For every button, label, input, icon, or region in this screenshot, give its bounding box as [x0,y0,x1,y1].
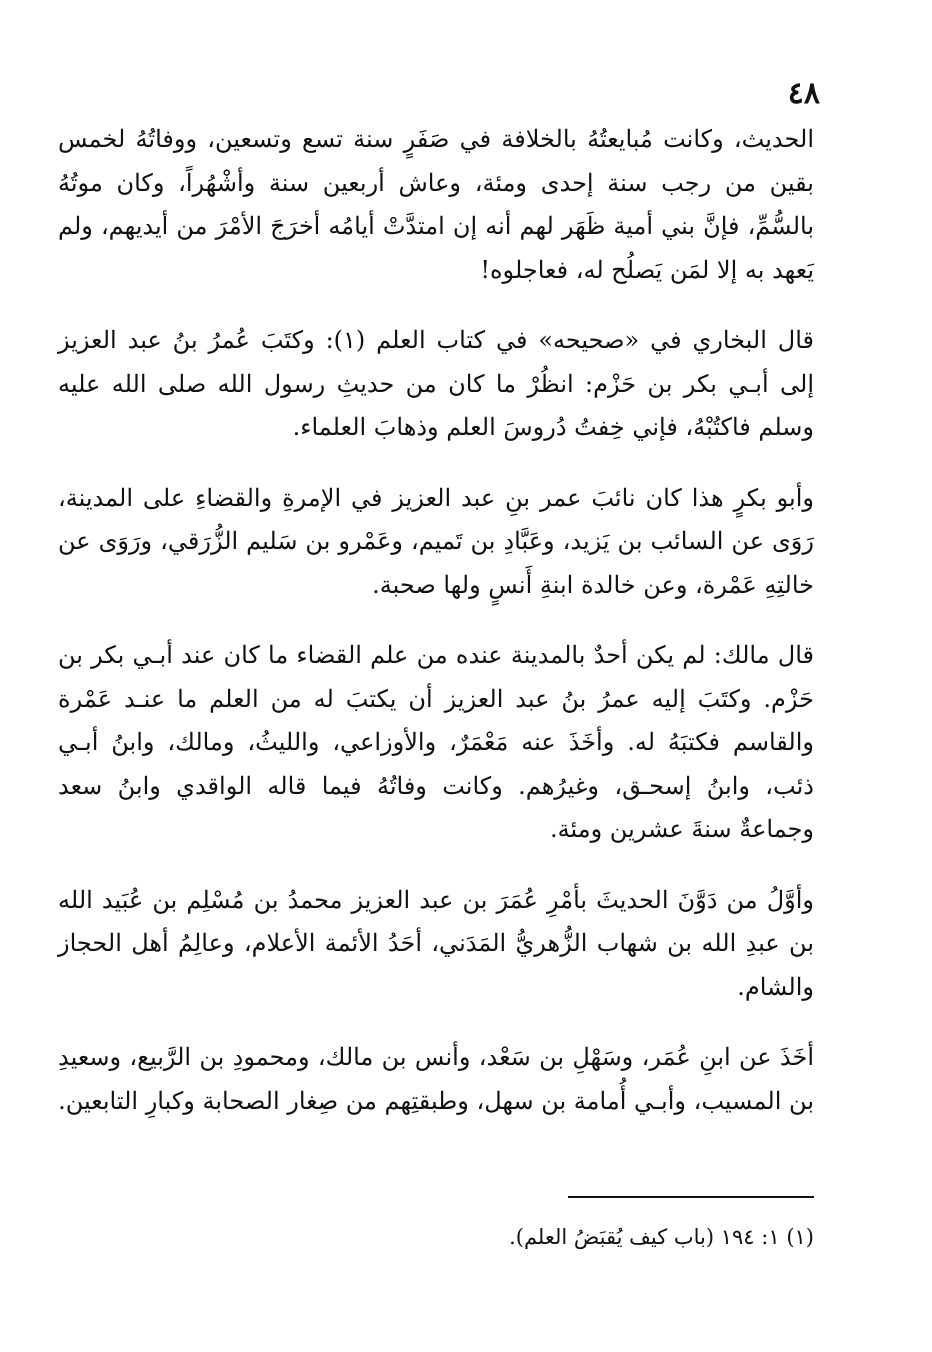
paragraph-3: وأبو بكرٍ هذا كان نائبَ عمر بنِ عبد العزيز في الإمرةِ والقضاءِ على المدينة، رَوَى عن السائب بن يَزيد، وعَبَّادِ بن تَميم، وعَمْرو بن سَليم الزُّرَقي، ورَوَى عن خالتِهِ عَمْرة، وعن خالدة ابنةِ أَنسٍ ولها صحبة. [58,483,814,599]
paragraph-2: قال البخاري في «صحيحه» في كتاب العلم (١): وكتَبَ عُمرُ بنُ عبد العزيز إلى أبـي بكر بن حَزْم: انظُرْ ما كان من حديثِ رسول الله صلى الله عليه وسلم فاكتُبْهُ، فإني خِفتُ دُروسَ العلم وذهابَ العلماء. [58,326,814,441]
page-number: ٤٨ [787,76,820,111]
footnote: (١) ١: ١٩٤ (باب كيف يُقبَضُ العلم). [509,1225,814,1249]
paragraph-4: قال مالك: لم يكن أحدٌ بالمدينة عنده من علم القضاء ما كان عند أبـي بكر بن حَزْم. وكتَبَ إليه عمرُ بنُ عبد العزيز أن يكتبَ له من العلم ما عنـد عَمْرة والقاسم فكتبَهُ له. وأخَذَ عنه مَعْمَرٌ، والأوزاعي، والليثُ، ومالك، وابنُ أبـي ذئب، وابنُ إسحـق، وغيرُهم. وكانت وفاتُهُ فيما قاله الواقدي وابنُ سعد وجماعةٌ سنةَ عشرين ومئة. [58,641,814,843]
footnote-divider [568,1196,814,1198]
main-text [58,118,814,1123]
paragraph-1: الحديث، وكانت مُبايعتُهُ بالخلافة في صَفَرٍ سنة تسع وتسعين، ووفاتُهُ لخمس بقين من رجب سنة إحدى ومئة، وعاش أربعين سنة وأشْهُراً، وكان موتُهُ بالسُّمِّ، فإنَّ بني أمية ظَهَر لهم أنه إن امتدَّتْ أيامُه أخرَجَ الأمْرَ من أيديهم، ولم يَعهد به إلا لمَن يَصلُح له، فعاجلوه! [58,125,814,284]
paragraph-5: وأوَّلُ من دَوَّنَ الحديثَ بأمْرِ عُمَرَ بن عبد العزيز محمدُ بن مُسْلِم بن عُبَيد الله بن عبدِ الله بن شهاب الزُّهريُّ المَدَني، أحَدُ الأئمة الأعلام، وعالِمُ أهل الحجاز والشام. [58,885,814,1001]
paragraph-6: أخَذَ عن ابنِ عُمَر، وسَهْلِ بن سَعْد، وأنس بن مالك، ومحمودِ بن الرَّبيع، وسعيدِ بن المسيب، وأبـي أُمامة بن سهل، وطبقتِهم من صِغار الصحابة وكبارِ التابعين. [58,1043,814,1115]
